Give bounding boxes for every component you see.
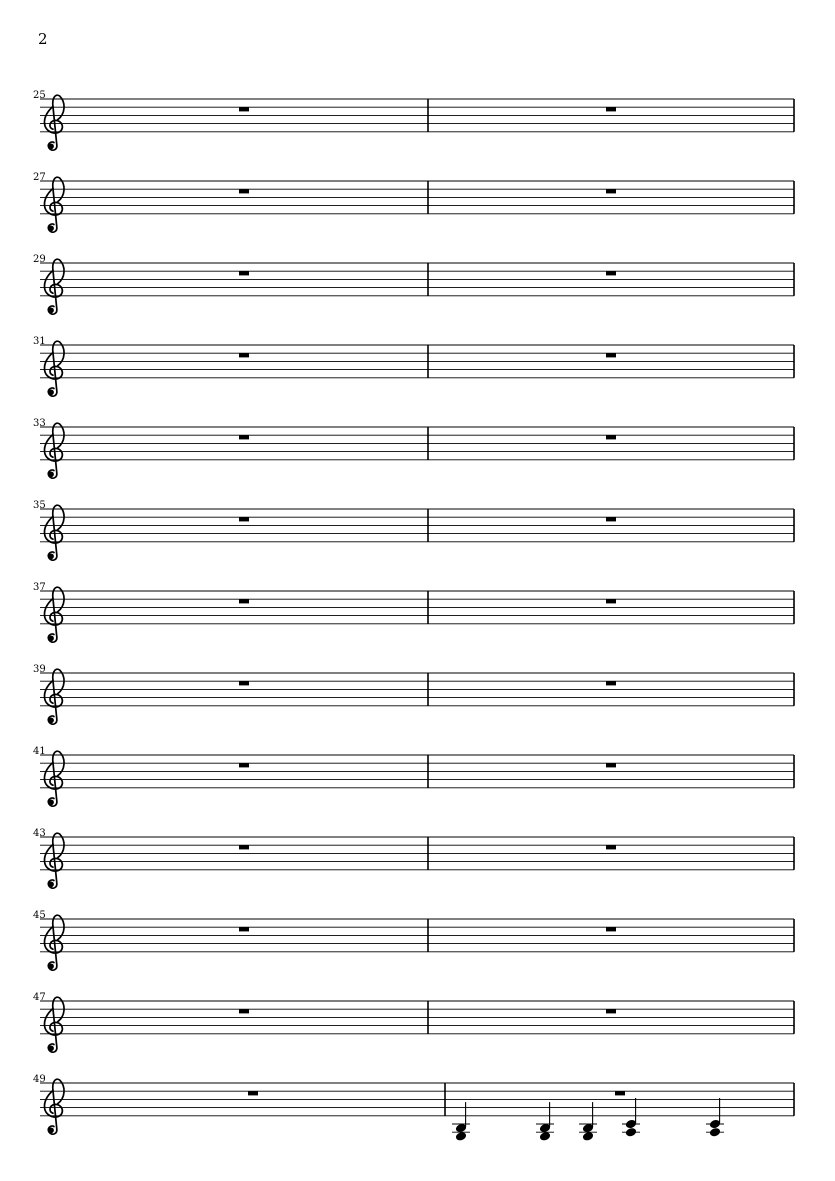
treble-clef-icon — [44, 833, 64, 888]
measure-number: 35 — [33, 500, 46, 511]
whole-rest-icon — [606, 1009, 616, 1013]
staff-system — [33, 418, 794, 478]
measure-number: 27 — [33, 172, 46, 183]
treble-clef-icon — [44, 669, 64, 724]
whole-rest-icon — [606, 763, 616, 767]
treble-clef-icon — [44, 177, 64, 232]
treble-clef-icon — [44, 1079, 64, 1134]
treble-clef-icon — [44, 505, 64, 560]
chord — [706, 1098, 724, 1138]
staff-system — [33, 664, 794, 724]
whole-rest-icon — [239, 599, 249, 603]
measure-number: 41 — [33, 746, 46, 757]
measure-number: 45 — [33, 910, 46, 921]
whole-rest-icon — [606, 353, 616, 357]
measure-number: 43 — [33, 828, 46, 839]
whole-rest-icon — [606, 271, 616, 275]
whole-rest-icon — [615, 1091, 625, 1095]
whole-rest-icon — [239, 763, 249, 767]
whole-rest-icon — [239, 1009, 249, 1013]
measure-number: 49 — [33, 1074, 46, 1085]
whole-rest-icon — [606, 599, 616, 603]
whole-rest-icon — [606, 927, 616, 931]
whole-rest-icon — [239, 271, 249, 275]
treble-clef-icon — [44, 423, 64, 478]
measure-number: 39 — [33, 664, 46, 675]
treble-clef-icon — [44, 997, 64, 1052]
treble-clef-icon — [44, 751, 64, 806]
staff-system — [33, 1074, 794, 1142]
measure-number: 33 — [33, 418, 46, 429]
treble-clef-icon — [44, 341, 64, 396]
whole-rest-icon — [606, 845, 616, 849]
whole-rest-icon — [606, 435, 616, 439]
whole-rest-icon — [239, 353, 249, 357]
staff-system — [33, 172, 794, 232]
staff-system — [33, 336, 794, 396]
staff-system — [33, 90, 794, 150]
measure-number: 25 — [33, 90, 46, 101]
treble-clef-icon — [44, 95, 64, 150]
page-number: 2 — [38, 30, 48, 48]
staff-system — [33, 910, 794, 970]
staff-system — [33, 254, 794, 314]
staff-system — [33, 500, 794, 560]
whole-rest-icon — [239, 107, 249, 111]
staff-system — [33, 828, 794, 888]
whole-rest-icon — [239, 927, 249, 931]
measure-number: 47 — [33, 992, 46, 1003]
staff-system — [33, 992, 794, 1052]
whole-rest-icon — [239, 435, 249, 439]
measure-number: 29 — [33, 254, 46, 265]
whole-rest-icon — [239, 517, 249, 521]
staff-system — [33, 746, 794, 806]
whole-rest-icon — [239, 845, 249, 849]
whole-rest-icon — [248, 1091, 258, 1095]
measure-number: 31 — [33, 336, 46, 347]
whole-rest-icon — [606, 189, 616, 193]
whole-rest-icon — [606, 107, 616, 111]
whole-rest-icon — [606, 517, 616, 521]
treble-clef-icon — [44, 259, 64, 314]
whole-rest-icon — [239, 681, 249, 685]
treble-clef-icon — [44, 587, 64, 642]
whole-rest-icon — [239, 189, 249, 193]
measure-number: 37 — [33, 582, 46, 593]
treble-clef-icon — [44, 915, 64, 970]
staff-system — [33, 582, 794, 642]
whole-rest-icon — [606, 681, 616, 685]
chord — [622, 1098, 640, 1138]
